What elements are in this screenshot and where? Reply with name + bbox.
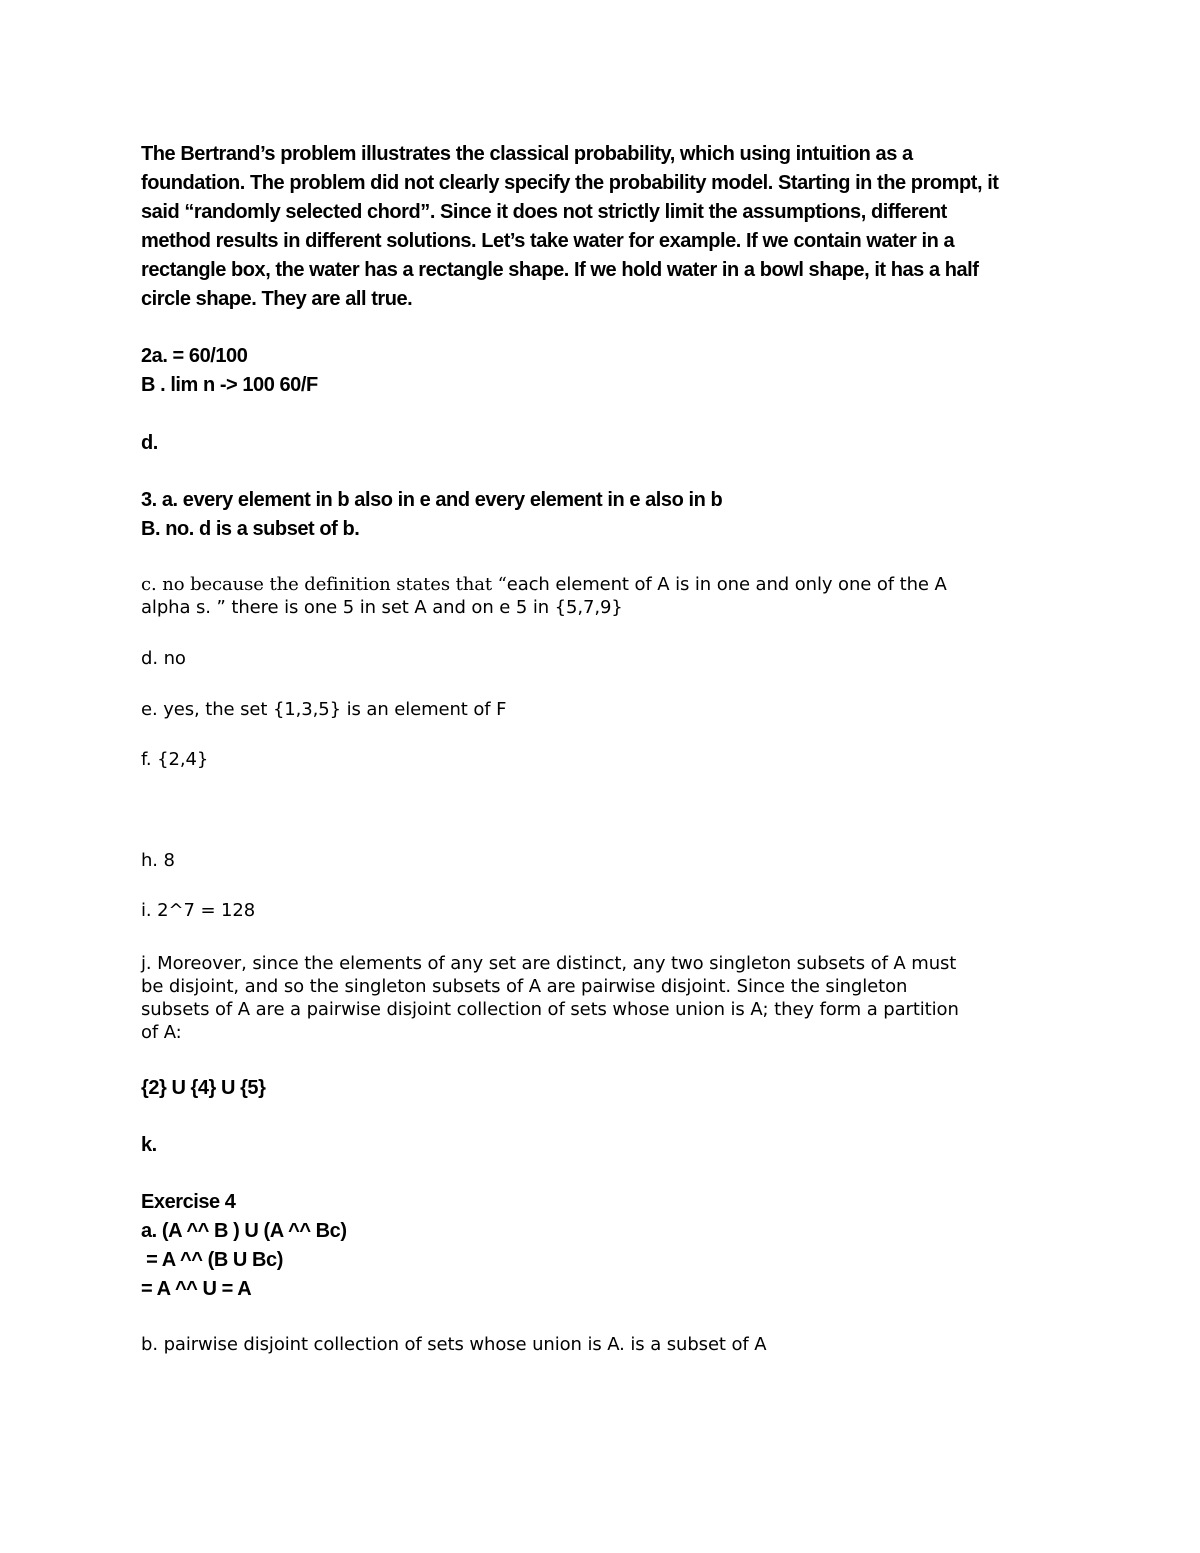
- answer-3j-line: of A:: [141, 1022, 182, 1043]
- answer-3b: B. no. d is a subset of b.: [141, 518, 360, 540]
- answer-3h: h. 8: [141, 850, 175, 871]
- exercise-4a-line: = A ^^ U = A: [141, 1278, 252, 1300]
- exercise-4a-line: a. (A ^^ B ) U (A ^^ Bc): [141, 1220, 347, 1242]
- exercise-4b: b. pairwise disjoint collection of sets whose union is A. is a subset of A: [141, 1334, 767, 1355]
- intro-line: foundation. The problem did not clearly specify the probability model. Starting in the prompt, it: [141, 172, 999, 194]
- exercise-4a-line: = A ^^ (B U Bc): [141, 1249, 283, 1271]
- answer-3j-line: be disjoint, and so the singleton subsets of A are pairwise disjoint. Since the singleton: [141, 976, 908, 997]
- intro-line: method results in different solutions. Let’s take water for example. If we contain water in a: [141, 230, 955, 252]
- answer-3c-quote: each element of A is in one and only one of the A: [506, 574, 947, 595]
- answer-3j-line: subsets of A are a pairwise disjoint collection of sets whose union is A; they form a partition: [141, 999, 959, 1020]
- answer-2b: B . lim n -> 100 60/F: [141, 374, 318, 396]
- answer-3-union: {2} U {4} U {5}: [141, 1077, 266, 1099]
- answer-3d: d. no: [141, 648, 186, 669]
- intro-line: The Bertrand’s problem illustrates the classical probability, which using intuition as a: [141, 143, 913, 165]
- intro-line: rectangle box, the water has a rectangle shape. If we hold water in a bowl shape, it has a half: [141, 259, 979, 281]
- answer-3c-intro: c. no because the definition states that “: [141, 574, 507, 595]
- answer-2a: 2a. = 60/100: [141, 345, 248, 367]
- answer-3c-line: alpha s. ” there is one 5 in set A and on e 5 in {5,7,9}: [141, 597, 623, 618]
- answer-3a: 3. a. every element in b also in e and every element in e also in b: [141, 489, 723, 511]
- intro-line: said “randomly selected chord”. Since it does not strictly limit the assumptions, different: [141, 201, 947, 223]
- answer-3f: f. {2,4}: [141, 749, 209, 770]
- intro-line: circle shape. They are all true.: [141, 288, 413, 310]
- answer-3j-line: j. Moreover, since the elements of any set are distinct, any two singleton subsets of A must: [141, 953, 957, 974]
- answer-3c-line: [141, 574, 947, 595]
- answer-3k: k.: [141, 1134, 157, 1156]
- answer-3e: e. yes, the set {1,3,5} is an element of F: [141, 699, 507, 720]
- exercise-4-title: Exercise 4: [141, 1191, 236, 1213]
- answer-2d: d.: [141, 432, 158, 454]
- answer-3i: i. 2^7 = 128: [141, 900, 256, 921]
